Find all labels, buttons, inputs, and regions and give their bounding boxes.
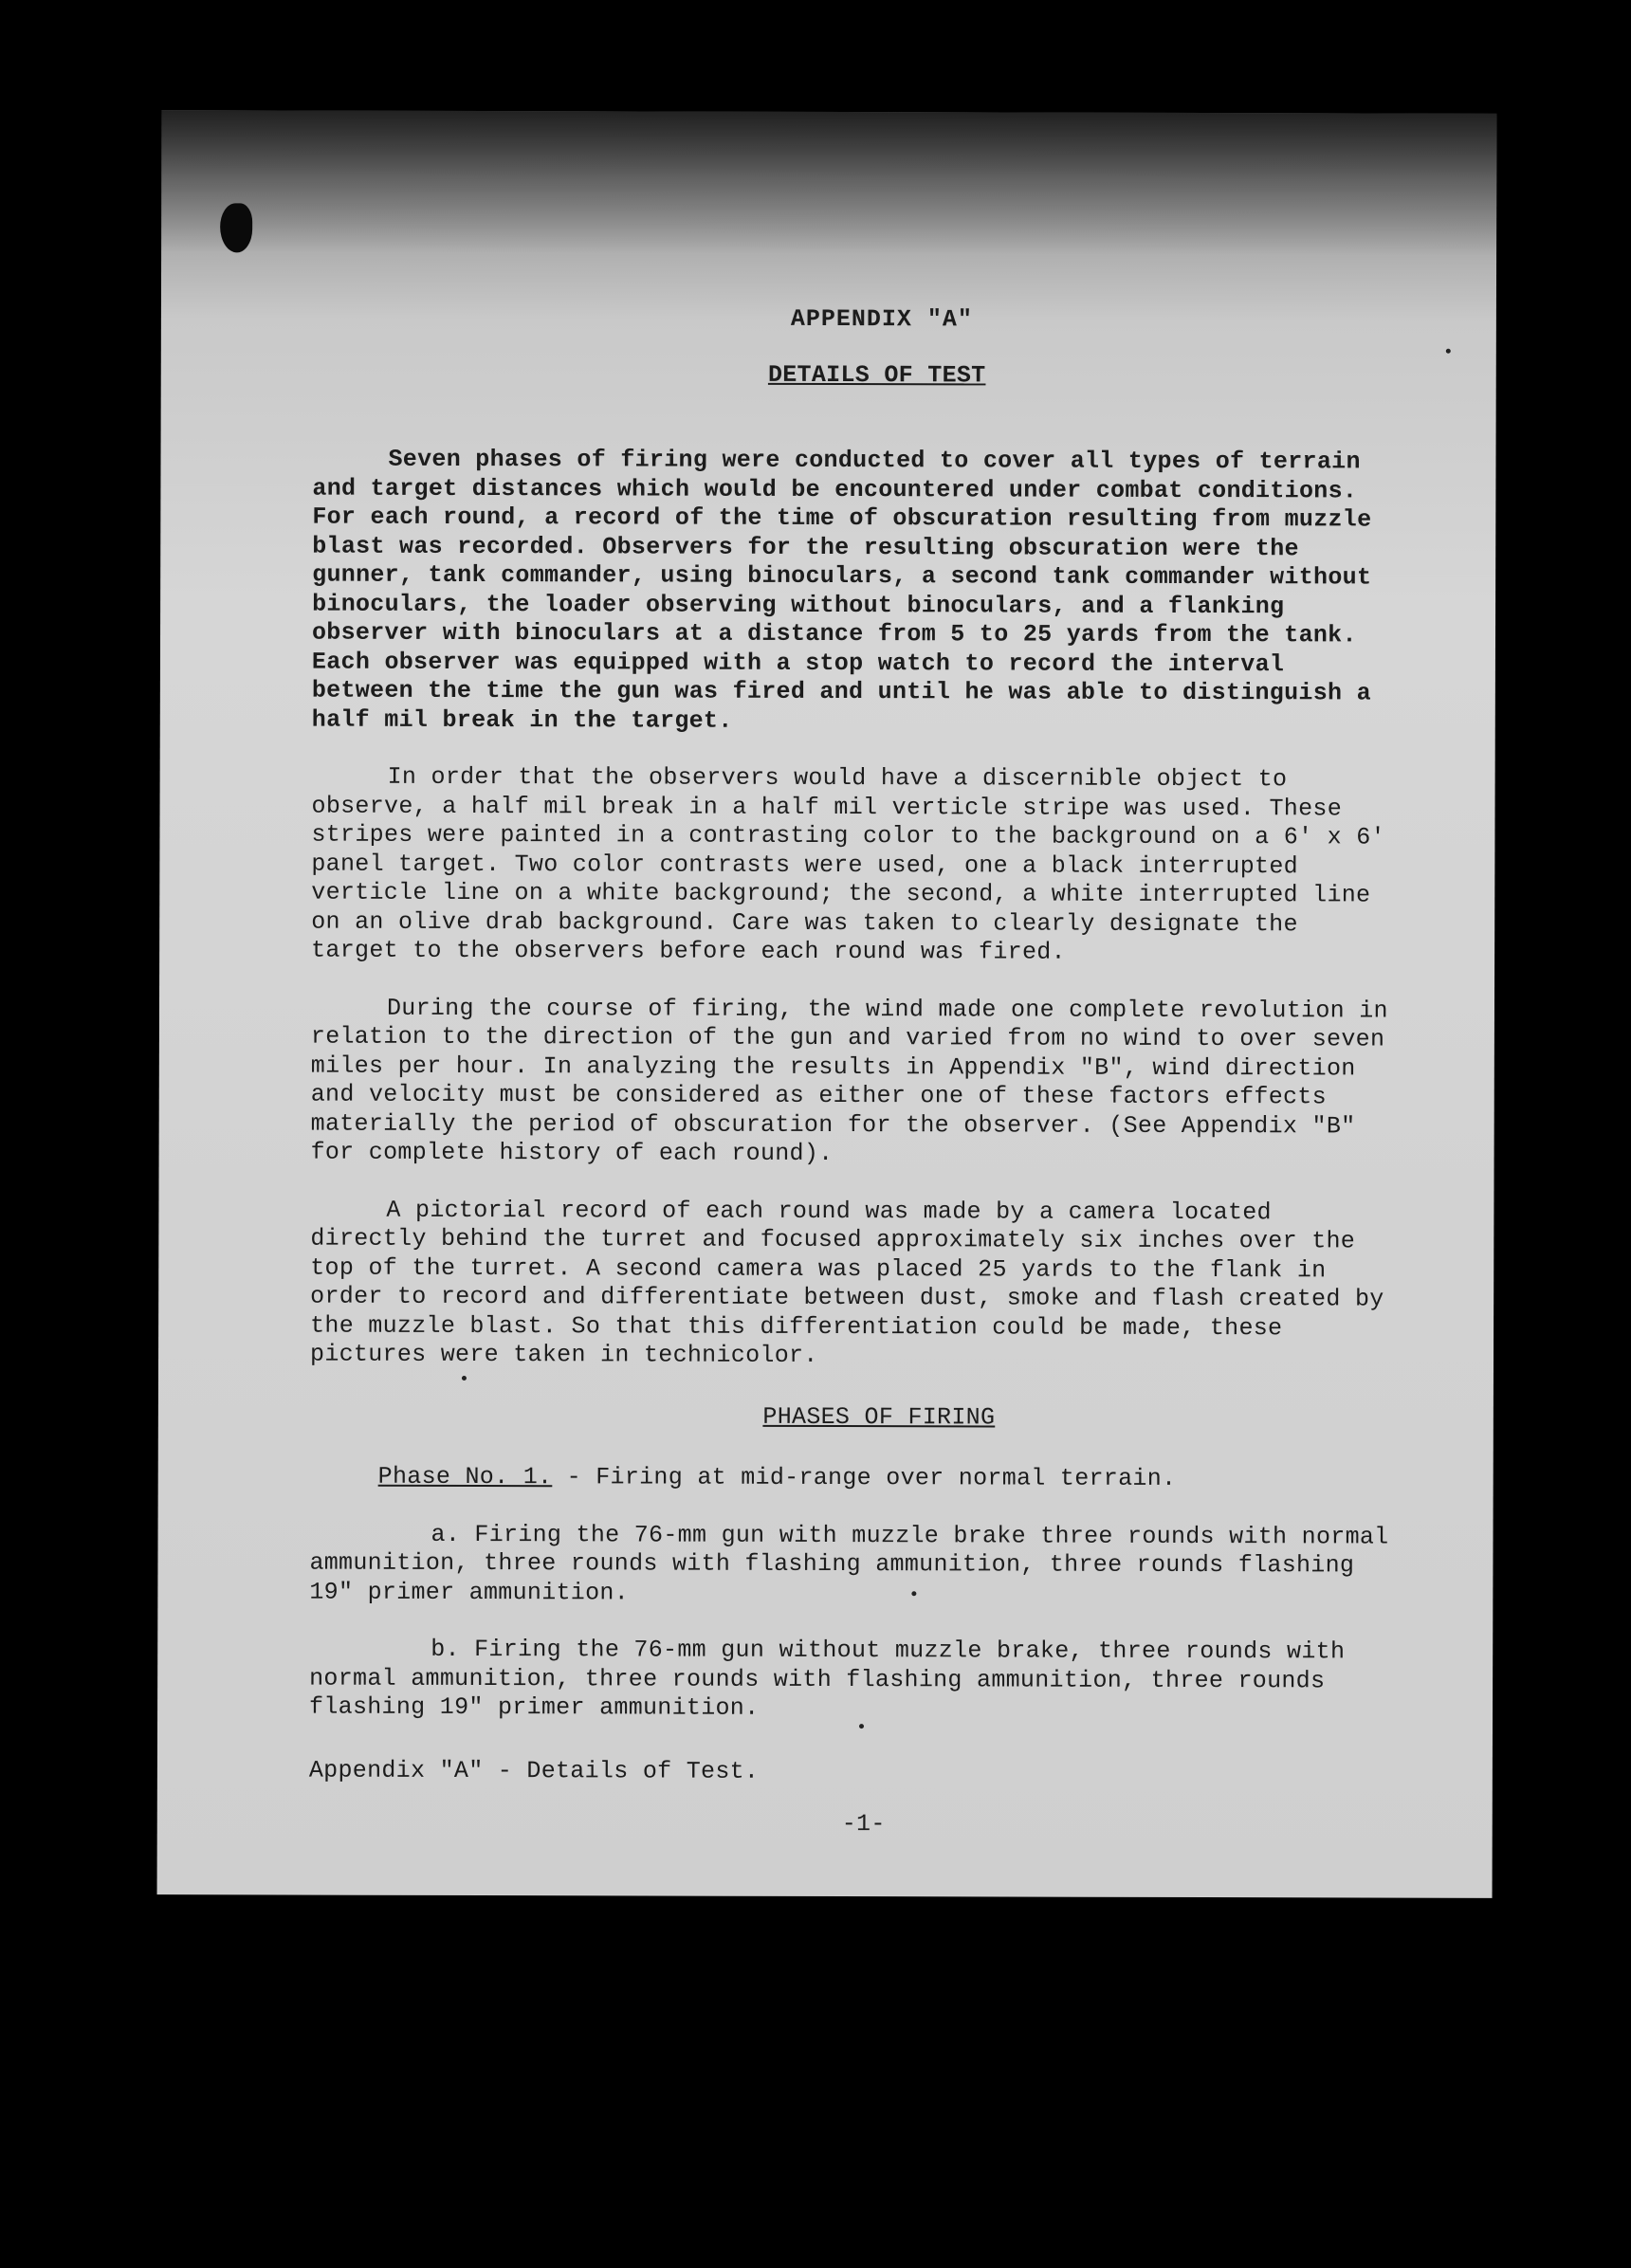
punch-hole: [220, 203, 252, 252]
footer-reference: Appendix "A" - Details of Test.: [308, 1756, 760, 1785]
sub-item-a: a. Firing the 76-mm gun with muzzle brake three rounds with normal ammunition, three rounds with flashing ammunition, three rounds flashing 19" primer ammunition.: [309, 1520, 1389, 1606]
page-number: -1-: [841, 1810, 886, 1838]
scan-shadow: [161, 110, 1496, 256]
phase-label: Phase No. 1.: [377, 1462, 553, 1491]
paragraph-wind: During the course of firing, the wind made one complete revolution in relation to the direction of the gun and varied from no wind to over seven miles per hour. In analyzing the results in Appendix "B", wind direction and velocity must be considered as either one of these factors effects materially the period of obscuration for the observer. (See Appendix "B" for complete history of each round).: [310, 994, 1388, 1168]
stray-mark: [1446, 349, 1451, 354]
sub-item-b: b. Firing the 76-mm gun without muzzle brake, three rounds with normal ammunition, three rounds with flashing ammunition, three rounds flashing 19" primer ammunition.: [309, 1635, 1346, 1722]
paragraph-target: In order that the observers would have a discernible object to observe, a half mil break in a half mil verticle stripe was used. These stripes were painted in a contrasting color to the background on a 6' x 6' panel target. Two color contrasts were used, one a black interrupted verticle line on a white background; the second, a white interrupted line on an olive drab background. Care was taken to clearly designate the target to the observers before each round was fired.: [311, 762, 1385, 966]
document-body: [309, 304, 1394, 1864]
phase-description: - Firing at mid-range over normal terrain.: [552, 1463, 1177, 1492]
paragraph-observers: Seven phases of firing were conducted to cover all types of terrain and target distances which would be encountered under combat conditions. For each round, a record of the time of obscuration resulting from muzzle blast was recorded. Observers for the resulting obscuration were the gunner, tank commander, using binoculars, a second tank commander without binoculars, the loader observing without binoculars, and a flanking observer with binoculars at a distance from 5 to 25 yards from the tank. Each observer was equipped with a stop watch to record the interval between the time the gun was fired and until he was able to distinguish a half mil break in the target.: [311, 445, 1372, 735]
document-page: [157, 110, 1497, 1898]
section-heading: PHASES OF FIRING: [762, 1402, 996, 1431]
paragraph-camera: A pictorial record of each round was made by a camera located directly behind the turret and focused approximately six inches over the top of the turret. A second camera was placed 25 yards to the flank in order to record and differentiate between dust, smoke and flash created by the muzzle blast. So that this differentiation could be made, these pictures were taken in technicolor.: [309, 1196, 1384, 1369]
phase-line: [378, 1463, 1391, 1494]
appendix-heading: APPENDIX "A": [790, 304, 973, 334]
document-title: DETAILS OF TEST: [767, 360, 986, 389]
